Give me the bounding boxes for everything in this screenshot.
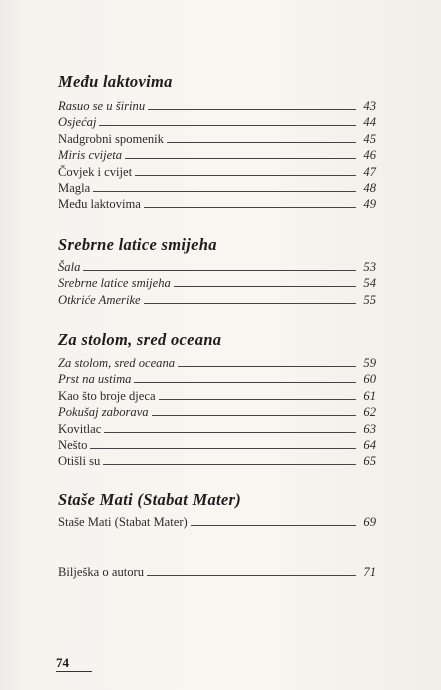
toc-entry-page: 61 — [363, 388, 376, 403]
toc-entry — [58, 260, 376, 276]
toc-entry-page: 63 — [363, 421, 376, 436]
toc-entry-page: 62 — [363, 405, 376, 420]
toc-entry — [58, 405, 376, 421]
page-number: 74 — [56, 655, 69, 670]
toc-entry — [58, 165, 376, 181]
page-number-rule — [56, 671, 92, 672]
toc-leader-line — [83, 270, 356, 271]
toc-entry — [58, 99, 376, 115]
toc-entry-page: 47 — [363, 164, 376, 179]
toc-leader-line — [178, 366, 356, 367]
toc-leader-line — [174, 286, 356, 287]
toc-list-section-2 — [58, 260, 376, 309]
toc-entry-title: Nadgrobni spomenik — [58, 131, 164, 146]
section-title-medu-laktovima: Među laktovima — [58, 72, 173, 91]
toc-entry-page: 59 — [363, 356, 376, 370]
toc-entry-title: Pokušaj zaborava — [58, 405, 149, 420]
toc-entry-page: 53 — [363, 260, 376, 274]
toc-leader-line — [144, 303, 356, 304]
toc-leader-line — [99, 125, 356, 126]
toc-entry — [58, 197, 376, 213]
toc-leader-line — [147, 575, 356, 576]
toc-entry — [58, 132, 376, 148]
toc-entry-title: Bilješka o autoru — [58, 565, 145, 579]
toc-entry-page: 71 — [363, 565, 376, 579]
toc-entry-author-note — [58, 565, 376, 581]
toc-entry-title: Srebrne latice smijeha — [58, 276, 171, 291]
toc-leader-line — [90, 448, 356, 449]
toc-entry — [58, 293, 376, 309]
toc-entry-page: 43 — [363, 99, 376, 113]
toc-entry-page: 60 — [363, 372, 376, 387]
toc-entry-title: Otkriće Amerike — [58, 292, 141, 307]
toc-entry — [58, 389, 376, 405]
toc-leader-line — [104, 432, 356, 433]
toc-entry-page: 54 — [363, 276, 376, 291]
toc-entry-page: 44 — [363, 115, 376, 130]
toc-list-section-3 — [58, 356, 376, 471]
toc-list-note — [58, 565, 376, 581]
toc-entry-title: Miris cvijeta — [58, 148, 123, 163]
toc-entry-page: 48 — [363, 180, 376, 195]
toc-list-section-1 — [58, 99, 376, 214]
toc-leader-line — [144, 207, 356, 208]
toc-entry — [58, 422, 376, 438]
section-title-za-stolom: Za stolom, sred oceana — [58, 330, 222, 349]
toc-entry-title: Među laktovima — [58, 197, 141, 212]
toc-entry-title: Kao što broje djeca — [58, 388, 156, 403]
toc-entry-title: Šala — [58, 260, 81, 274]
toc-entry-title: Rasuo se u širinu — [58, 99, 146, 113]
toc-entry-title: Staše Mati (Stabat Mater) — [58, 515, 188, 529]
toc-entry-page: 55 — [363, 292, 376, 307]
toc-leader-line — [125, 158, 356, 159]
toc-entry-title: Otišli su — [58, 454, 101, 469]
toc-entry-title: Nešto — [58, 437, 88, 452]
toc-leader-line — [103, 464, 356, 465]
toc-leader-line — [93, 191, 356, 192]
section-title-srebrne-latice: Srebrne latice smijeha — [58, 235, 217, 254]
toc-entry — [58, 356, 376, 372]
toc-entry — [58, 148, 376, 164]
toc-list-section-4 — [58, 515, 376, 531]
toc-entry-title: Magla — [58, 180, 91, 195]
toc-entry — [58, 372, 376, 388]
toc-entry-title: Za stolom, sred oceana — [58, 356, 176, 370]
toc-entry — [58, 115, 376, 131]
toc-entry-page: 49 — [363, 197, 376, 212]
toc-entry-page: 65 — [363, 454, 376, 469]
toc-entry-page: 64 — [363, 437, 376, 452]
toc-entry-page: 69 — [363, 515, 376, 529]
toc-entry — [58, 515, 376, 531]
toc-entry-page: 46 — [363, 148, 376, 163]
toc-entry-title: Čovjek i cvijet — [58, 164, 133, 179]
toc-entry-title: Kovitlac — [58, 421, 102, 436]
toc-leader-line — [135, 175, 356, 176]
toc-entry — [58, 438, 376, 454]
toc-entry-title: Osjećaj — [58, 115, 97, 130]
toc-entry — [58, 181, 376, 197]
toc-leader-line — [191, 525, 356, 526]
toc-entry-title: Prst na ustima — [58, 372, 132, 387]
toc-entry — [58, 454, 376, 470]
toc-entry-page: 45 — [363, 131, 376, 146]
toc-leader-line — [159, 399, 356, 400]
toc-entry — [58, 276, 376, 292]
toc-leader-line — [148, 109, 356, 110]
section-title-stase-mati: Staše Mati (Stabat Mater) — [58, 490, 242, 509]
toc-leader-line — [134, 382, 356, 383]
toc-leader-line — [167, 142, 356, 143]
toc-leader-line — [152, 415, 356, 416]
